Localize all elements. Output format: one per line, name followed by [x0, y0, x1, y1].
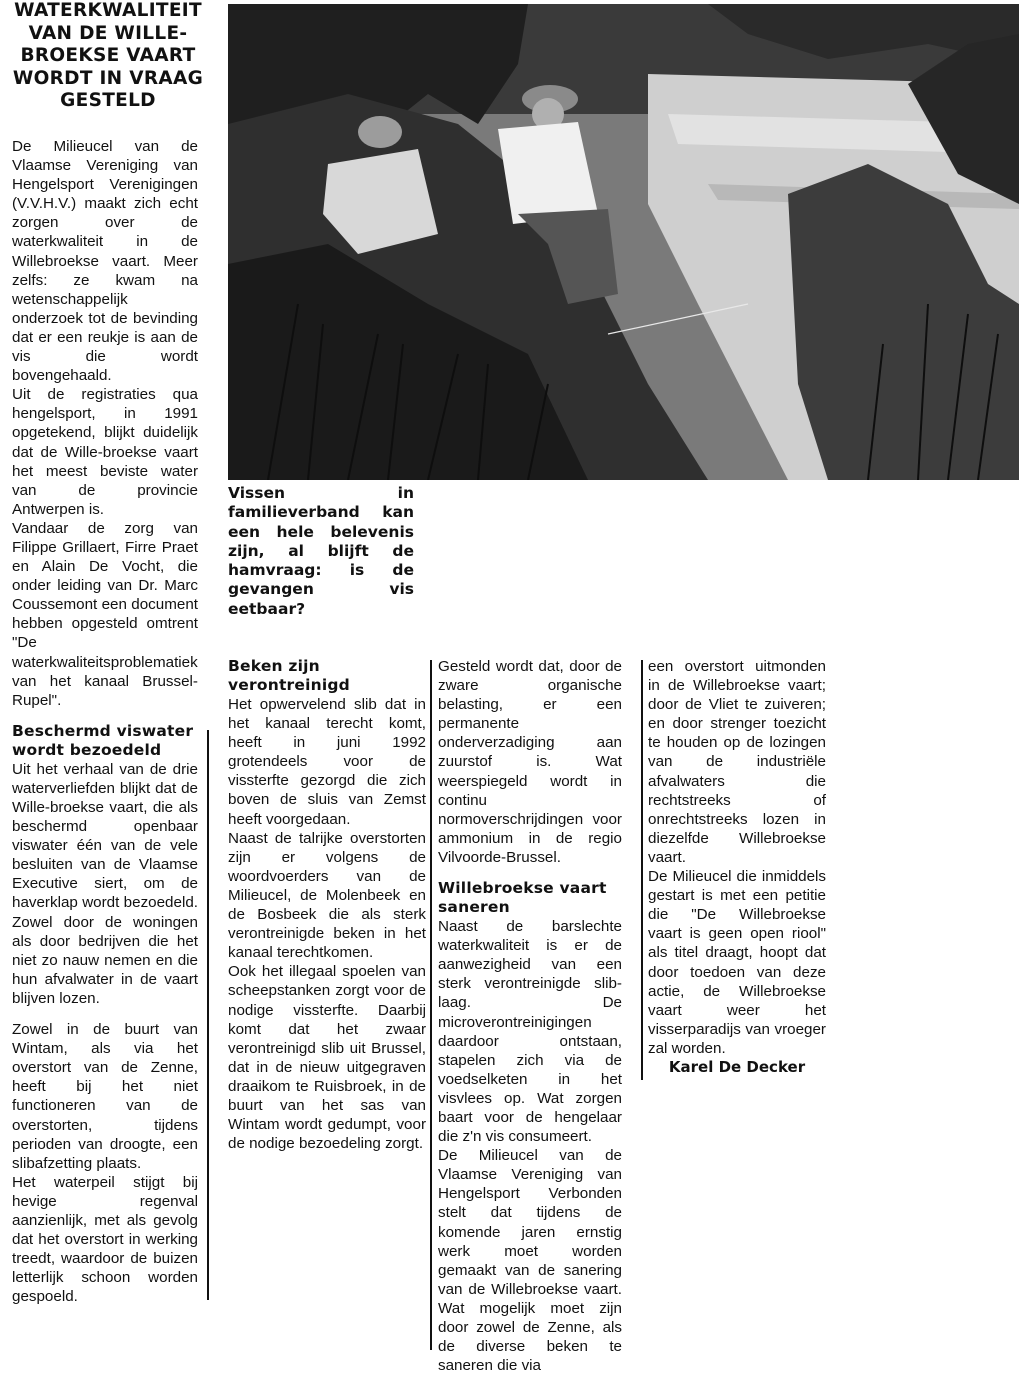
paragraph: De Milieucel die inmiddels gestart is met een petitie die "De Willebroekse vaart is geen open riool" als titel draagt, hoopt dat door toedoen van deze actie, de Willebroekse vaart weer het visserparadijs van vroeger zal worden.: [648, 868, 826, 1057]
subheading: Beschermd viswater wordt bezoedeld: [12, 721, 194, 759]
paragraph: Het opwervelend slib dat in het kanaal terecht komt, heeft in juni 1992 grotendeels voor de vissterfte gezorgd die zich boven de sluis van Zemst heeft voorgedaan.: [228, 696, 426, 828]
riverbank-photo: [228, 4, 1019, 480]
paragraph: Vandaar de zorg van Filippe Grillaert, Firre Praet en Alain De Vocht, die onder leiding van Dr. Marc Coussemont een document hebben opgesteld omtrent "De waterkwaliteitsproblematiek van het kanaal Brussel-Rupel".: [12, 519, 198, 709]
article-headline: WATERKWALITEIT VAN DE WILLE-BROEKSE VAART WORDT IN VRAAG GESTELD: [12, 0, 204, 111]
paragraph: Het waterpeil stijgt bij hevige regenval aanzienlijk, met als gevolg dat het overstort in werking treedt, waardoor de buizen letterlijk schoon worden gespoeld.: [12, 1173, 198, 1306]
paragraph: Gesteld wordt dat, door de zware organische belasting, er een permanente onderverzadiging aan zuurstof is. Wat weerspiegeld wordt in continu normoverschrijdingen voor ammonium in de regio Vilvoorde-Brussel.: [438, 658, 622, 866]
column-divider: [430, 660, 432, 1350]
column-3: [438, 657, 622, 1375]
paragraph: Zowel in de buurt van Wintam, als via het overstort van de Zenne, heeft bij het niet functioneren van de overstorten, tijdens perioden van droogte, een slibafzetting plaats.: [12, 1021, 198, 1172]
paragraph: Naast de barslechte waterkwaliteit is er de aanwezigheid van een sterk verontreinigde slib-laag. De microverontreinigingen daardoor ontstaan, stapelen zich via de voedselketen in het visvlees op. Wat zorgen baart voor de hengelaar die z'n vis consumeert.: [438, 918, 622, 1146]
paragraph: Uit de registraties qua hengelsport, in 1991 opgetekend, blijkt duidelijk dat de Wille-broekse vaart het meest beviste water van de provincie Antwerpen is.: [12, 386, 198, 518]
author-byline: Karel De Decker: [668, 1057, 806, 1076]
column-divider: [207, 730, 209, 1300]
paragraph: Ook het illegaal spoelen van scheepstanken zorgt voor de nodige vissterfte. Daarbij komt dat het zwaar verontreinigd slib uit Brussel, dat in de nieuw uitgegraven draaikom te Ruisbroek, in de buurt van het sas van Wintam wordt gedumpt, voor de nodige bezoedeling zorgt.: [228, 963, 426, 1153]
column-1: [12, 137, 198, 1306]
column-2: [228, 657, 426, 1153]
column-4: [648, 657, 826, 1077]
subheading: Willebroekse vaart saneren: [438, 879, 607, 917]
column-divider: [641, 660, 643, 1080]
photo-caption: Vissen in familieverband kan een hele belevenis zijn, al blijft de hamvraag: is de gevangen vis eetbaar?: [228, 484, 414, 618]
paragraph: een overstort uitmonden in de Willebroekse vaart; door de Vliet te zuiveren; en door strenger toezicht te houden op de lozingen van de industriële afvalwaters die rechtstreeks of onrechtstreeks lozen in diezelfde Willebroekse vaart.: [648, 658, 826, 866]
paragraph: Naast de talrijke overstorten zijn er volgens de woordvoerders van de Milieucel, de Molenbeek en de Bosbeek die als sterk verontreinigde beken in het kanaal terechtkomen.: [228, 829, 426, 962]
paragraph: De Milieucel van de Vlaamse Vereniging van Hengelsport Verbonden stelt dat tijdens de komende jaren ernstig werk moet worden gemaakt van de sanering van de Willebroekse vaart. Wat mogelijk moet zijn door zowel de Zenne, als de diverse beken te saneren die via: [438, 1147, 622, 1375]
subheading: Beken zijn verontreinigd: [228, 657, 350, 694]
paragraph: Uit het verhaal van de drie waterverliefden blijkt dat de Wille-broekse vaart, die als beschermd openbaar viswater één van de vele besluiten van de Vlaamse Executive siert, om de haverklap wordt bezoedeld. Zowel door de woningen als door bedrijven die het niet zo nauw nemen en die hun afvalwater in de vaart blijven lozen.: [12, 760, 198, 1007]
paragraph: De Milieucel van de Vlaamse Vereniging van Hengelsport Verenigingen (V.V.H.V.) maakt zich echt zorgen over de waterkwaliteit in de Willebroekse vaart. Meer zelfs: ze kwam na wetenschappelijk onderzoek tot de bevinding dat er een reukje is aan de vis die wordt bovengehaald.: [12, 138, 198, 385]
